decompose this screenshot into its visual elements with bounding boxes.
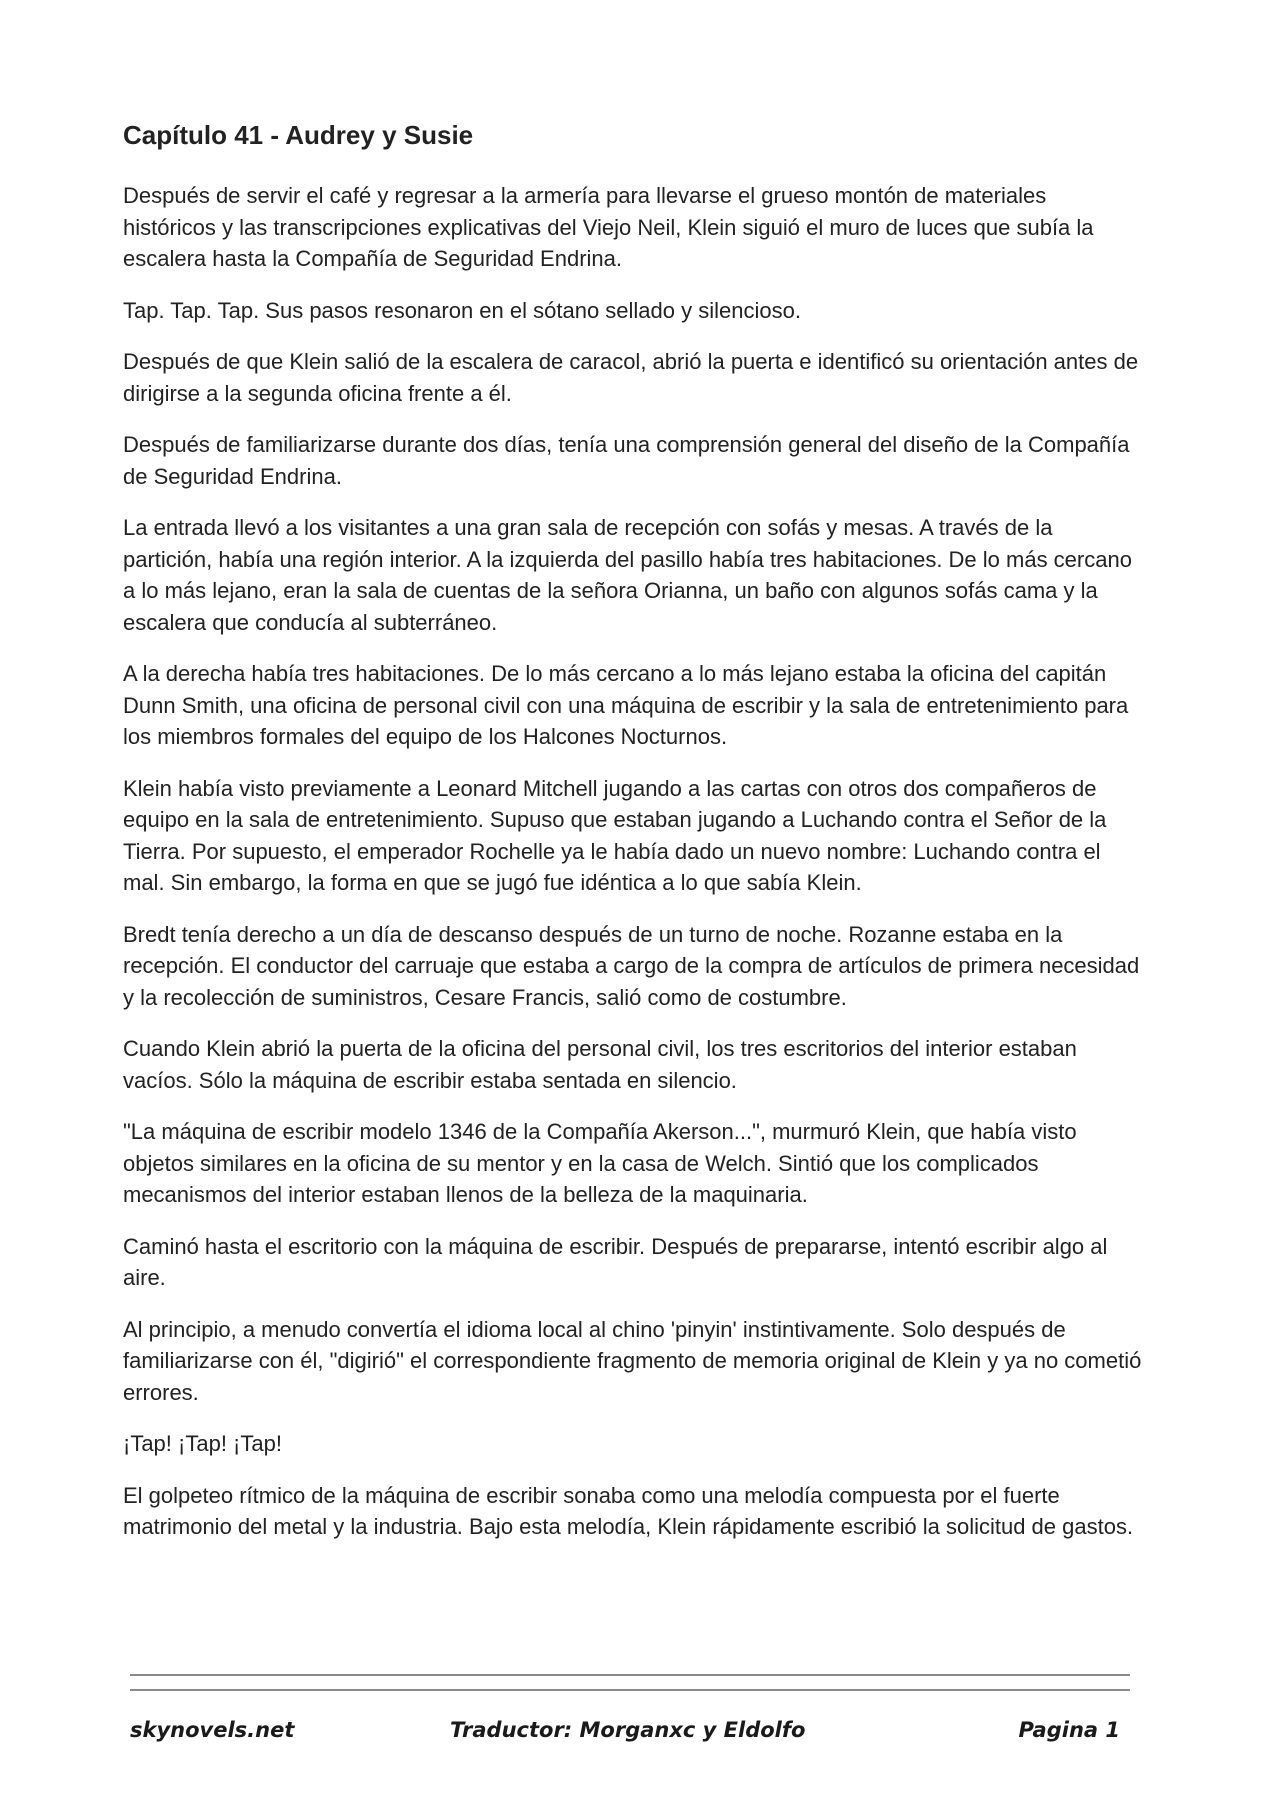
- page-footer: [130, 1718, 1120, 1748]
- paragraph: La entrada llevó a los visitantes a una gran sala de recepción con sofás y mesas. A través de la partición, había una región interior. A la izquierda del pasillo había tres habitaciones. De lo más cercano a lo más lejano, eran la sala de cuentas de la señora Orianna, un baño con algunos sofás cama y la escalera que conducía al subterráneo.: [123, 515, 1132, 635]
- paragraph: "La máquina de escribir modelo 1346 de la Compañía Akerson...", murmuró Klein, que había visto objetos similares en la oficina de su mentor y en la casa de Welch. Sintió que los complicados mecanismos del interior estaban llenos de la belleza de la maquinaria.: [123, 1119, 1077, 1207]
- paragraph: Caminó hasta el escritorio con la máquina de escribir. Después de prepararse, intentó escribir algo al aire.: [123, 1233, 1108, 1290]
- paragraph: El golpeteo rítmico de la máquina de escribir sonaba como una melodía compuesta por el fuerte matrimonio del metal y la industria. Bajo esta melodía, Klein rápidamente escribió la solicitud de gastos.: [123, 1482, 1134, 1539]
- chapter-title: Capítulo 41 - Audrey y Susie: [123, 120, 474, 150]
- footer-site: skynovels.net: [130, 1718, 295, 1742]
- footer-divider-top: [130, 1674, 1130, 1676]
- paragraph: Tap. Tap. Tap. Sus pasos resonaron en el sótano sellado y silencioso.: [123, 297, 801, 323]
- paragraph: Bredt tenía derecho a un día de descanso después de un turno de noche. Rozanne estaba en la recepción. El conductor del carruaje que estaba a cargo de la compra de artículos de primera necesidad y la recolección de suministros, Cesare Francis, salió como de costumbre.: [123, 921, 1140, 1010]
- paragraph: Después de servir el café y regresar a la armería para llevarse el grueso montón de materiales históricos y las transcripciones explicativas del Viejo Neil, Klein siguió el muro de luces que subía la escalera hasta la Compañía de Seguridad Endrina.: [123, 183, 1094, 271]
- paragraph: A la derecha había tres habitaciones. De lo más cercano a lo más lejano estaba la oficina del capitán Dunn Smith, una oficina de personal civil con una máquina de escribir y la sala de entretenimiento para los miembros formales del equipo de los Halcones Nocturnos.: [123, 661, 1129, 749]
- footer-page-number: Pagina 1: [1018, 1718, 1120, 1742]
- paragraph: Después de familiarizarse durante dos días, tenía una comprensión general del diseño de la Compañía de Seguridad Endrina.: [123, 432, 1130, 489]
- footer-divider-bottom: [130, 1689, 1130, 1691]
- document-body: [123, 118, 1143, 1563]
- paragraph: Klein había visto previamente a Leonard Mitchell jugando a las cartas con otros dos compañeros de equipo en la sala de entretenimiento. Supuso que estaban jugando a Luchando contra el Señor de la Tierra. Por supuesto, el emperador Rochelle ya le había dado un nuevo nombre: Luchando contra el mal. Sin embargo, la forma en que se jugó fue idéntica a lo que sabía Klein.: [123, 775, 1107, 895]
- paragraph: ¡Tap! ¡Tap! ¡Tap!: [123, 1431, 282, 1456]
- footer-translator: Traductor: Morganxc y Eldolfo: [450, 1718, 806, 1742]
- paragraph: Al principio, a menudo convertía el idioma local al chino 'pinyin' instintivamente. Solo después de familiarizarse con él, "digirió" el correspondiente fragmento de memoria original de Klein y ya no cometió errores.: [123, 1316, 1142, 1405]
- paragraph: Cuando Klein abrió la puerta de la oficina del personal civil, los tres escritorios del interior estaban vacíos. Sólo la máquina de escribir estaba sentada en silencio.: [123, 1036, 1077, 1093]
- paragraph: Después de que Klein salió de la escalera de caracol, abrió la puerta e identificó su orientación antes de dirigirse a la segunda oficina frente a él.: [123, 349, 1139, 406]
